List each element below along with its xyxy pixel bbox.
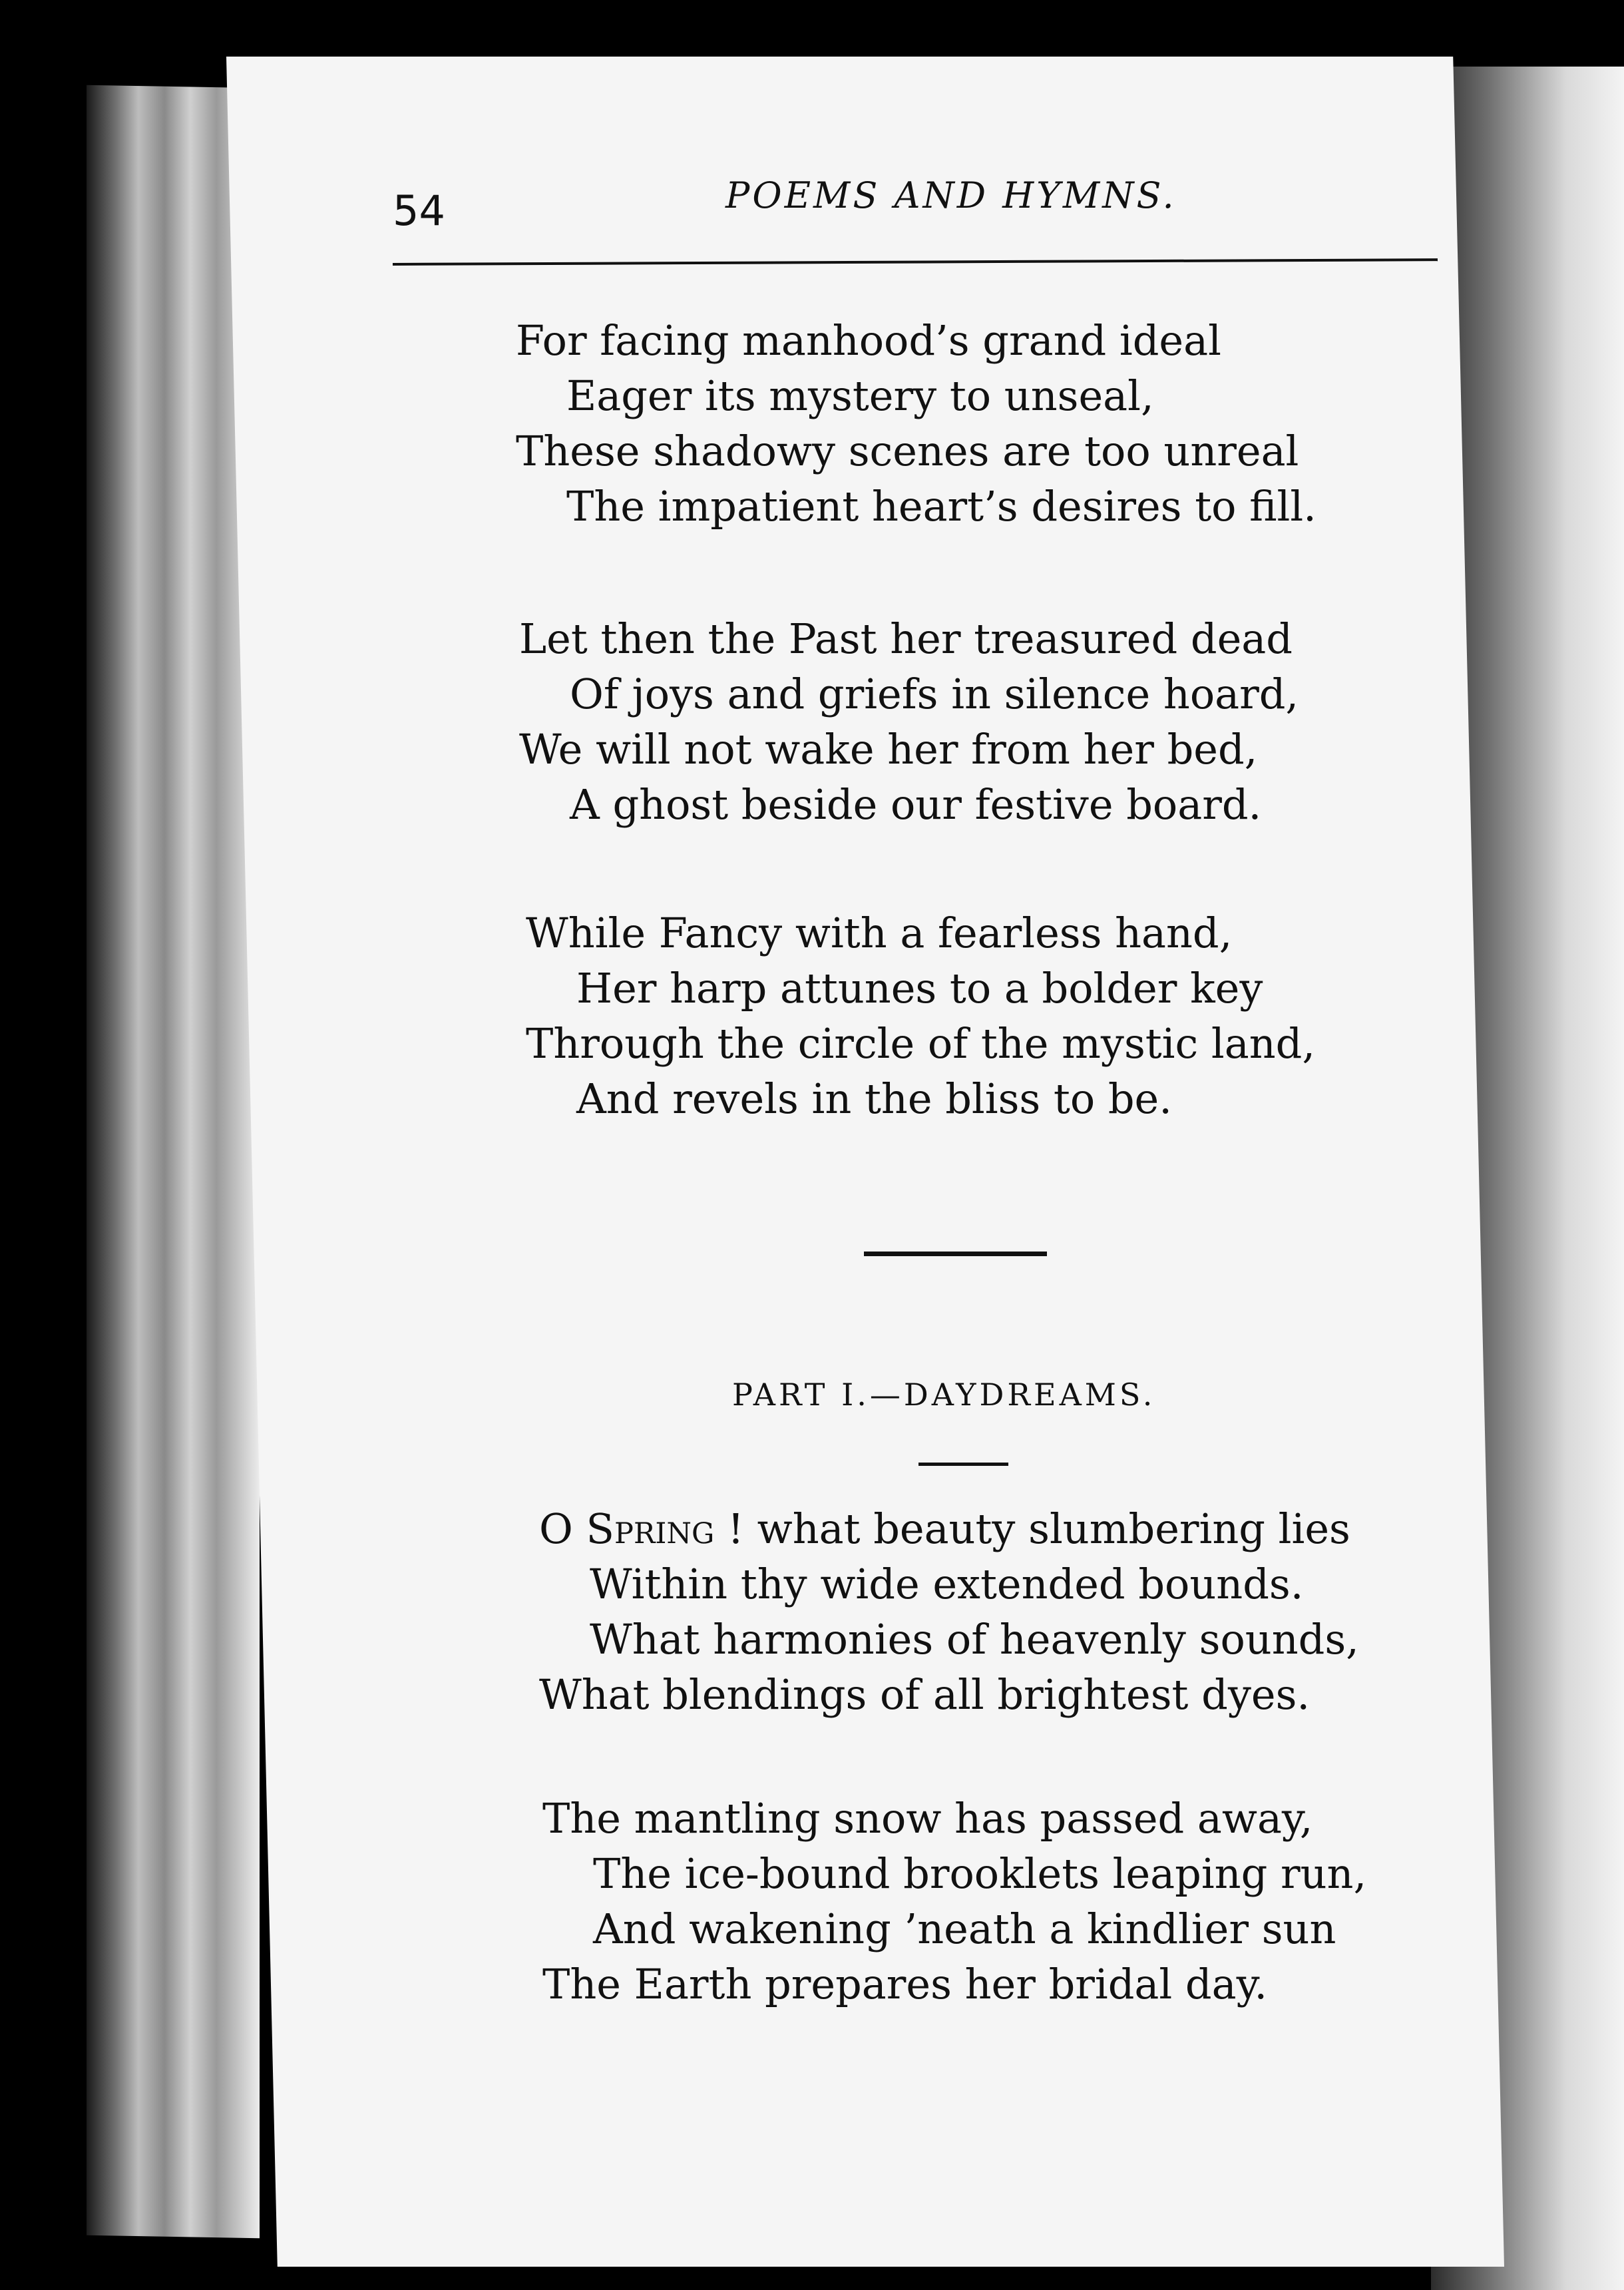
verse-line: The impatient heart’s desires to fill. [566,482,1317,531]
stanza-4 [539,1501,1359,1722]
stanza-3 [526,905,1315,1126]
verse-line: The Earth prepares her bridal day. [542,1960,1268,2008]
verse-line: We will not wake her from her bed, [519,725,1258,774]
verse-line: The mantling snow has passed away, [542,1794,1313,1843]
page-number: 54 [393,186,445,235]
verse-line: These shadowy scenes are too unreal [516,427,1299,475]
verse-line: Eager its mystery to unseal, [566,371,1154,420]
verse-line: For facing manhood’s grand ideal [516,316,1221,365]
verse-line: What blendings of all brightest dyes. [539,1670,1311,1719]
verse-rest: ! what beauty slumbering lies [714,1504,1350,1553]
verse-line: The ice-bound brooklets leaping run, [593,1849,1367,1898]
stanza-2 [519,611,1299,832]
running-title: POEMS AND HYMNS. [725,174,1177,216]
verse-line: Of joys and griefs in silence hoard, [570,670,1299,718]
verse-line: Her harp attunes to a bolder key [576,964,1263,1013]
stanza-1 [516,313,1317,534]
verse-smallcaps-word: Spring [586,1504,715,1553]
verse-line: A ghost beside our festive board. [570,780,1262,829]
verse-line-first [539,1501,1359,1556]
page-edges [87,85,260,2239]
heading-rule [918,1463,1008,1466]
verse-line: While Fancy with a fearless hand, [526,909,1233,957]
verse-line: And wakening ’neath a kindlier sun [593,1905,1336,1953]
verse-lead: O [539,1504,586,1553]
verse-line: Through the circle of the mystic land, [526,1019,1316,1068]
part-heading: PART I.—DAYDREAMS. [732,1377,1156,1413]
verse-line: What harmonies of heavenly sounds, [590,1615,1359,1664]
verse-line: Let then the Past her treasured dead [519,614,1293,663]
verse-line: Within thy wide extended bounds. [590,1560,1304,1608]
section-divider [864,1252,1047,1256]
verse-line: And revels in the bliss to be. [576,1074,1172,1123]
stanza-5 [542,1791,1366,2012]
